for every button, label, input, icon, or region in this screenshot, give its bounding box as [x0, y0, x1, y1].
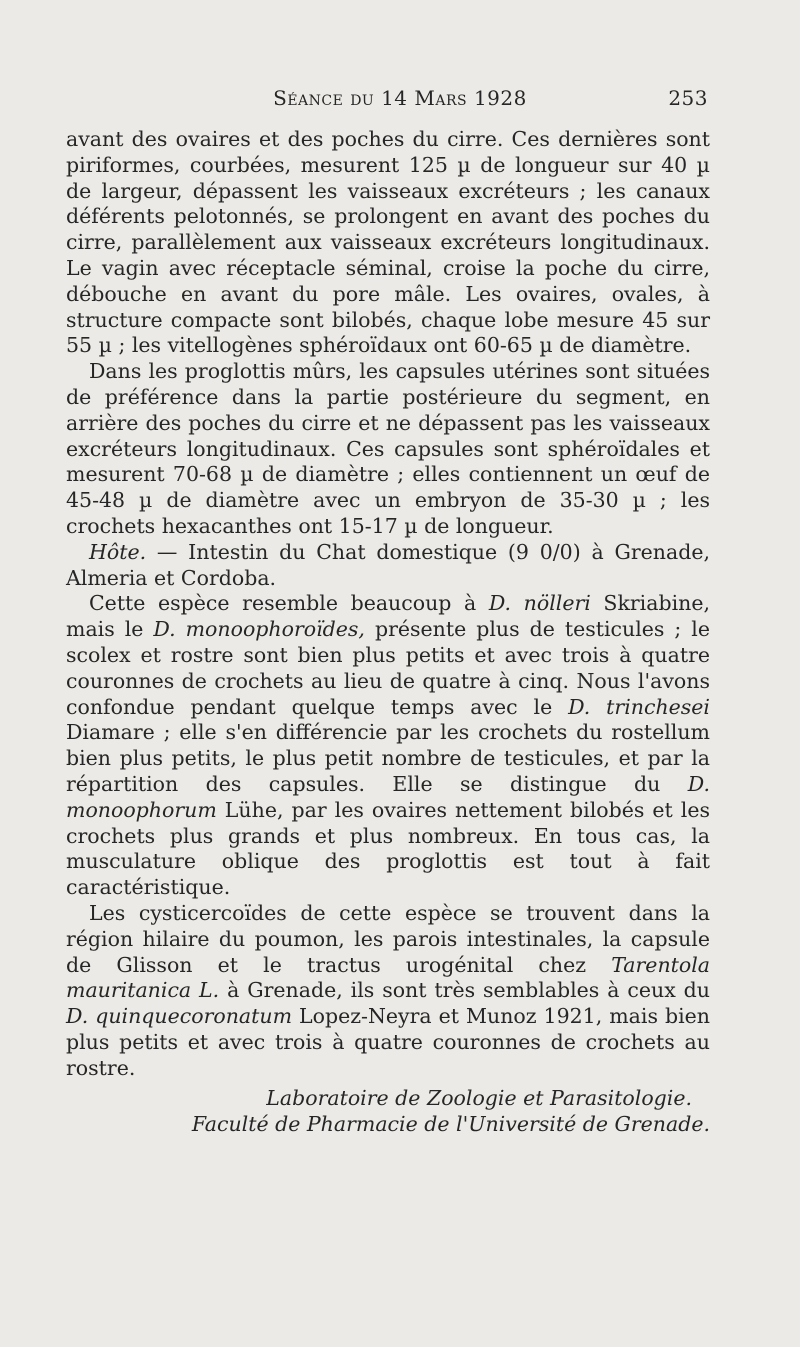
p5-text-d: Lopez-Neyra et Munoz 1921, mais bien plus petits et avec trois à quatre couronnes de crochets au rostre.: [66, 1004, 710, 1080]
species-trinchesei: D. trinchesei: [568, 694, 710, 719]
p4-text-start: Cette espèce resemble beaucoup à: [89, 591, 489, 616]
species-nolleri: D. nölleri: [488, 591, 591, 616]
signature-line-2: Faculté de Pharmacie de l'Université de Grenade.: [191, 1112, 710, 1137]
main-text: [66, 127, 710, 1138]
species-quinquecoronatum: D. quinquecoronatum: [66, 1004, 293, 1029]
species-tarentola: Tarentola mauritanica L.: [66, 952, 710, 1003]
page-number: 253: [668, 86, 708, 110]
p4-text-d: présente plus de testicules ; le scolex et rostre sont bien plus petits et avec trois à quatre couronnes de crochets au lieu de quatre à cinq. Nous l'avons confondue pendant quelque temps avec le: [66, 617, 710, 719]
host-label: Hôte.: [89, 539, 147, 564]
paragraph-1: avant des ovaires et des poches du cirre. Ces dernières sont piriformes, courbées, mesurent 125 µ de longueur sur 40 µ de largeur, dépassent les vaisseaux excréteurs ; les canaux déférents pelotonnés, se prolongent en avant des poches du cirre, parallèlement aux vaisseaux excréteurs longitudinaux. Le vagin avec réceptacle séminal, croise la poche du cirre, débouche en avant du pore mâle. Les ovaires, ovales, à structure compacte sont bilobés, chaque lobe mesure 45 sur 55 µ ; les vitellogènes sphéroïdaux ont 60-65 µ de diamètre.: [66, 127, 710, 358]
signature-block: [66, 1086, 710, 1138]
paragraph-host: [66, 540, 710, 592]
p5-text-start: Les cysticercoïdes de cette espèce se trouvent dans la région hilaire du poumon, les parois intestinales, la capsule de Glisson et le tractus urogénital chez: [66, 900, 710, 977]
paragraph-5: [66, 901, 710, 1082]
paragraph-2: Dans les proglottis mûrs, les capsules utérines sont situées de préférence dans la partie postérieure du segment, en arrière des poches du cirre et ne dépassent pas les vaisseaux excréteurs longitudinaux. Ces capsules sont sphéroïdales et mesurent 70-68 µ de diamètre ; elles contiennent un œuf de 45-48 µ de diamètre avec un embryon de 35-30 µ ; les crochets hexacanthes ont 15-17 µ de longueur.: [66, 359, 710, 538]
species-monoophorum: D. monoophorum: [66, 771, 710, 822]
p5-text-b: à Grenade, ils sont très semblables à ceux du: [219, 978, 710, 1003]
p4-text-h: Lühe, par les ovaires nettement bilobés et les crochets plus grands et plus nombreux. En tous cas, la musculature oblique des proglottis est tout à fait caractéristique.: [66, 797, 710, 900]
running-header: [0, 86, 800, 116]
species-monoophoroides: D. monoophoroïdes,: [153, 617, 365, 642]
p4-text-f: Diamare ; elle s'en différencie par les crochets du rostellum bien plus petits, le plus petit nombre de testicules, et par la répartition des capsules. Elle se distingue du: [66, 720, 710, 796]
paragraph-4: [66, 591, 710, 901]
p4-text-b: Skriabine, mais le: [66, 591, 710, 642]
host-text: — Intestin du Chat domestique (9 0/0) à Grenade, Almeria et Cordoba.: [66, 539, 710, 590]
signature-line-1: Laboratoire de Zoologie et Parasitologie.: [266, 1086, 692, 1111]
header-title: Séance du 14 Mars 1928: [273, 86, 527, 110]
